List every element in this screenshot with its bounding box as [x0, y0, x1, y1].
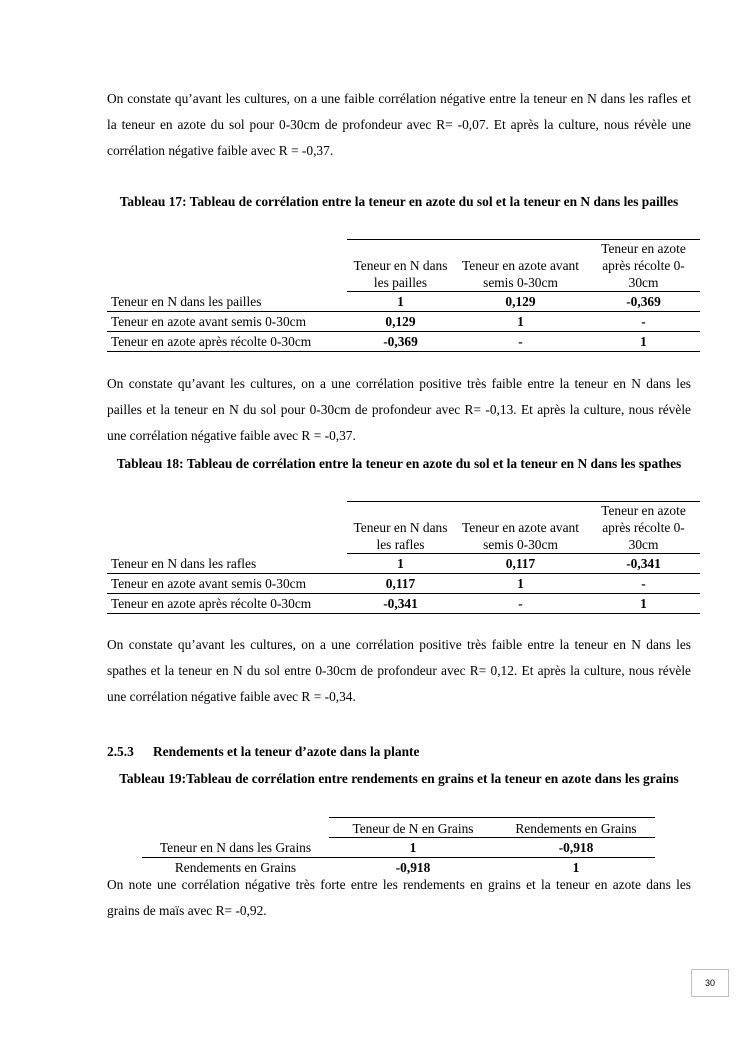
table-cell: 1	[454, 574, 587, 594]
column-header: Teneur en azote après récolte 0-30cm	[587, 502, 700, 554]
table-corner	[107, 502, 347, 554]
section-title: Rendements et la teneur d’azote dans la plante	[153, 744, 420, 759]
table-corner	[107, 240, 347, 292]
table-cell: 0,117	[347, 574, 454, 594]
table-cell: 0,129	[454, 292, 587, 312]
table-cell: 1	[587, 594, 700, 614]
paragraph-2: On constate qu’avant les cultures, on a une corrélation positive très faible entre la teneur en N dans les pailles et la teneur en N du sol pour 0-30cm de profondeur avec R= -0,13. Et après la culture, nous révèle une corrélation négative faible avec R = -0,37.	[107, 376, 691, 443]
table-row	[107, 554, 700, 574]
table-17-caption: Tableau 17: Tableau de corrélation entre la teneur en azote du sol et la teneur en N dans les pailles	[119, 194, 679, 209]
row-label: Teneur en azote avant semis 0-30cm	[107, 574, 347, 594]
section-heading	[107, 744, 419, 760]
table-cell: 1	[347, 292, 454, 312]
table-cell: -0,369	[587, 292, 700, 312]
column-header: Teneur en N dans les pailles	[347, 240, 454, 292]
table-cell: -0,918	[395, 860, 431, 875]
table-row	[107, 594, 700, 614]
table-18	[107, 501, 700, 614]
table-cell: -	[454, 594, 587, 614]
column-header: Rendements en Grains	[497, 818, 655, 838]
row-label: Teneur en N dans les pailles	[107, 292, 347, 312]
paragraph-3: On constate qu’avant les cultures, on a une corrélation positive très faible entre la teneur en N dans les spathes et la teneur en N du sol entre 0-30cm de profondeur avec R= 0,12. Et après la culture, nous révèle une corrélation négative faible avec R = -0,34.	[107, 637, 691, 704]
column-header: Teneur en azote avant semis 0-30cm	[454, 502, 587, 554]
row-label: Rendements en Grains	[174, 860, 297, 875]
row-label: Teneur en azote après récolte 0-30cm	[107, 332, 347, 352]
table-row	[107, 574, 700, 594]
table-17	[107, 239, 700, 352]
table-cell: 1	[587, 332, 700, 352]
table-cell: -0,918	[497, 838, 655, 858]
table-row	[107, 332, 700, 352]
table-row	[142, 838, 655, 858]
table-cell: -0,369	[347, 332, 454, 352]
row-label: Teneur en azote avant semis 0-30cm	[107, 312, 347, 332]
table-18-caption: Tableau 18: Tableau de corrélation entre la teneur en azote du sol et la teneur en N dans les spathes	[116, 456, 682, 471]
page-number: 30	[691, 969, 729, 997]
table-cell: 0,129	[347, 312, 454, 332]
column-header: Teneur en N dans les rafles	[347, 502, 454, 554]
column-header: Teneur en azote avant semis 0-30cm	[454, 240, 587, 292]
paragraph-4: On note une corrélation négative très forte entre les rendements en grains et la teneur en azote dans les grains de maïs avec R= -0,92.	[107, 877, 691, 918]
row-label: Teneur en N dans les Grains	[142, 838, 329, 858]
table-cell: 1	[329, 838, 497, 858]
row-label: Teneur en azote après récolte 0-30cm	[107, 594, 347, 614]
paragraph-1: On constate qu’avant les cultures, on a une faible corrélation négative entre la teneur en N dans les rafles et la teneur en azote du sol pour 0-30cm de profondeur avec R= -0,07. Et après la culture, nous révèle une corrélation négative faible avec R = -0,37.	[107, 91, 691, 158]
table-cell: -	[587, 312, 700, 332]
table-cell: -	[454, 332, 587, 352]
table-row	[107, 292, 700, 312]
table-cell: 1	[572, 860, 580, 875]
table-cell: 1	[454, 312, 587, 332]
section-number: 2.5.3	[107, 744, 134, 759]
table-cell: -0,341	[587, 554, 700, 574]
table-cell: -	[587, 574, 700, 594]
column-header: Teneur de N en Grains	[329, 818, 497, 838]
table-19-caption: Tableau 19:Tableau de corrélation entre rendements en grains et la teneur en azote dans les grains	[119, 771, 679, 786]
table-cell: 0,117	[454, 554, 587, 574]
table-cell: -0,341	[347, 594, 454, 614]
table-row	[107, 312, 700, 332]
row-label: Teneur en N dans les rafles	[107, 554, 347, 574]
column-header: Teneur en azote après récolte 0-30cm	[587, 240, 700, 292]
table-19	[142, 817, 655, 877]
table-cell: 1	[347, 554, 454, 574]
table-corner	[142, 818, 329, 838]
